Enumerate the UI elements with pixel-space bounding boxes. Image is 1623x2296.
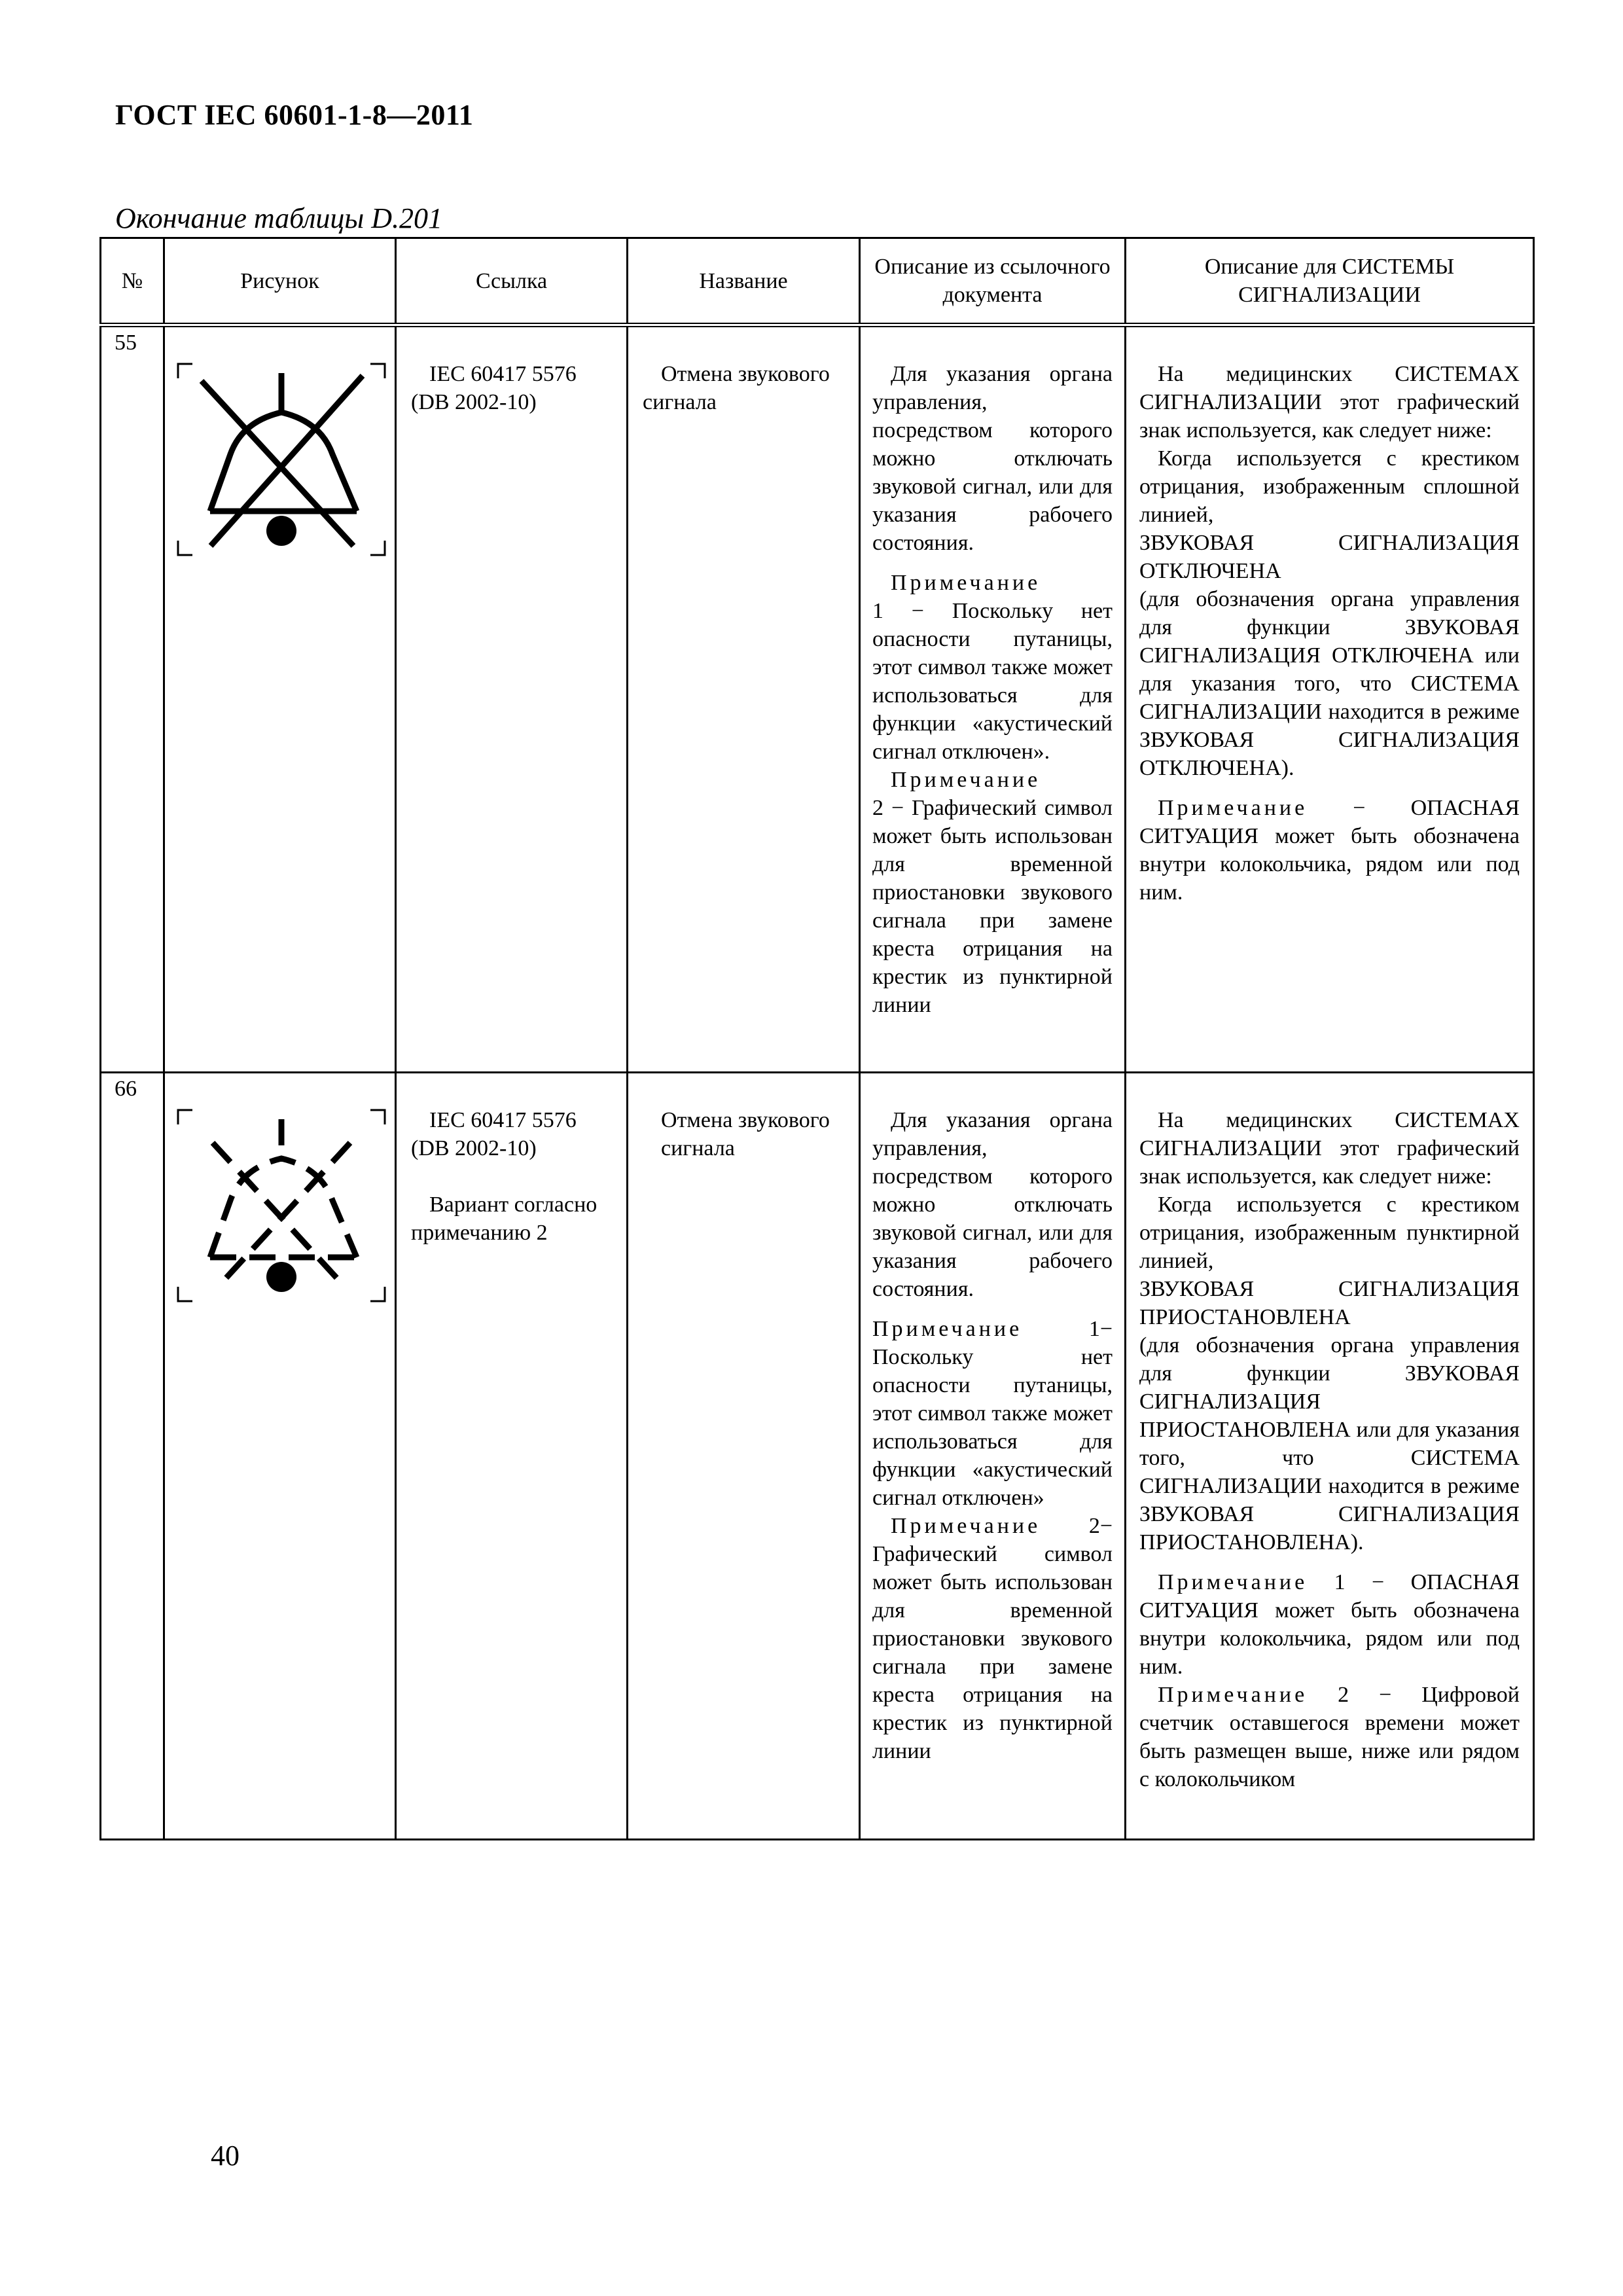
note-label: Примечание xyxy=(872,1317,1023,1341)
system-paragraph: На медицинских СИСТЕМАХ СИГНАЛИЗАЦИИ этот графический знак используется, как следует ниже: xyxy=(1139,362,1520,442)
system-paragraph: (для обозначения органа управления для функции ЗВУКОВАЯ СИГНАЛИЗАЦИЯ ПРИОСТАНОВЛЕНА или для указания того, что СИСТЕМА СИГНАЛИЗАЦИИ находится в режиме ЗВУКОВАЯ СИГНАЛИЗАЦИЯ ПРИОСТАНОВЛЕНА). xyxy=(1139,1333,1520,1554)
table-caption: Окончание таблицы D.201 xyxy=(115,202,442,234)
system-note xyxy=(1139,1568,1520,1681)
figure-cell xyxy=(164,1073,396,1840)
note-text: 1− Поскольку нет опасности путаницы, этот символ также может использоваться для функции «акустический сигнал отключен» xyxy=(872,1317,1113,1510)
system-paragraph: (для обозначения органа управления для функции ЗВУКОВАЯ СИГНАЛИЗАЦИЯ ОТКЛЮЧЕНА или для указания того, что СИСТЕМА СИГНАЛИЗАЦИИ находится в режиме ЗВУКОВАЯ СИГНАЛИЗАЦИЯ ОТКЛЮЧЕНА). xyxy=(1139,587,1520,780)
symbols-table xyxy=(99,237,1535,1840)
description-text: Для указания органа управления, посредством которого можно отключать звуковой сигнал, или для указания рабочего состояния. xyxy=(872,1108,1113,1301)
note-label: Примечание xyxy=(1158,1683,1308,1707)
column-header-name: Название xyxy=(628,238,860,325)
column-header-number: № xyxy=(101,238,164,325)
reference-variant-note: Вариант согласно примечанию 2 xyxy=(411,1193,597,1245)
table-row xyxy=(101,325,1534,1073)
note-label: Примечание xyxy=(1158,796,1308,820)
system-paragraph: ЗВУКОВАЯ СИГНАЛИЗАЦИЯ ОТКЛЮЧЕНА xyxy=(1139,531,1520,583)
table-row xyxy=(101,1073,1534,1840)
bell-solid-cross-icon xyxy=(177,351,386,560)
row-number: 55 xyxy=(115,331,137,355)
table-header-row xyxy=(101,238,1534,325)
note-label: Примечание xyxy=(891,571,1041,595)
reference-text: IEC 60417 5576 (DB 2002-10) xyxy=(411,1108,577,1160)
row-number-cell xyxy=(101,325,164,1073)
page-number: 40 xyxy=(211,2140,240,2172)
source-description-cell xyxy=(860,1073,1126,1840)
source-note xyxy=(872,1512,1113,1765)
system-description-cell xyxy=(1126,1073,1534,1840)
column-header-system-description: Описание для СИСТЕМЫ СИГНАЛИЗАЦИИ xyxy=(1126,238,1534,325)
note-text: − ОПАСНАЯ СИТУАЦИЯ может быть обозначена внутри колокольчика, рядом или под ним. xyxy=(1139,796,1520,905)
system-note xyxy=(1139,1681,1520,1793)
note-label: Примечание xyxy=(1158,1570,1308,1594)
document-header: ГОСТ IEC 60601-1-8—2011 xyxy=(115,99,474,131)
system-paragraph: Когда используется с крестиком отрицания, изображенным пунктирной линией, xyxy=(1139,1193,1520,1273)
note-text: 1 − ОПАСНАЯ СИТУАЦИЯ может быть обозначена внутри колокольчика, рядом или под ним. xyxy=(1139,1570,1520,1679)
source-note xyxy=(872,1315,1113,1512)
system-note xyxy=(1139,794,1520,906)
row-number-cell xyxy=(101,1073,164,1840)
source-description-cell xyxy=(860,325,1126,1073)
note-text: 2− Графический символ может быть использован для временной приостановки звукового сигнала при замене креста отрицания на крестик из пунктирной линии xyxy=(872,1514,1113,1763)
system-paragraph: На медицинских СИСТЕМАХ СИГНАЛИЗАЦИИ этот графический знак используется, как следует ниже: xyxy=(1139,1108,1520,1189)
reference-cell xyxy=(396,1073,628,1840)
symbol-name: Отмена звукового сигнала xyxy=(661,1108,830,1160)
column-header-figure: Рисунок xyxy=(164,238,396,325)
column-header-source-description: Описание из ссылочного документа xyxy=(860,238,1126,325)
reference-text: IEC 60417 5576 (DB 2002-10) xyxy=(411,362,577,414)
column-header-reference: Ссылка xyxy=(396,238,628,325)
row-number: 66 xyxy=(115,1077,137,1101)
note-text: 2 − Графический символ может быть использован для временной приостановки звукового сигнала при замене креста отрицания на крестик из пунктирной линии xyxy=(872,796,1113,1017)
system-description-cell xyxy=(1126,325,1534,1073)
note-label: Примечание xyxy=(891,768,1041,792)
symbol-name: Отмена звукового сигнала xyxy=(643,362,830,414)
note-text: 2 − Цифровой счетчик оставшегося времени может быть размещен выше, ниже или рядом с колокольчиком xyxy=(1139,1683,1520,1791)
name-cell xyxy=(628,1073,860,1840)
name-cell xyxy=(628,325,860,1073)
system-paragraph: Когда используется с крестиком отрицания, изображенным сплошной линией, xyxy=(1139,446,1520,527)
figure-cell xyxy=(164,325,396,1073)
note-label: Примечание xyxy=(891,1514,1041,1538)
system-paragraph: ЗВУКОВАЯ СИГНАЛИЗАЦИЯ ПРИОСТАНОВЛЕНА xyxy=(1139,1277,1520,1329)
bell-dashed-cross-icon xyxy=(177,1097,386,1306)
description-text: Для указания органа управления, посредством которого можно отключать звуковой сигнал, или для указания рабочего состояния. xyxy=(872,362,1113,555)
reference-cell xyxy=(396,325,628,1073)
note-text: 1 − Поскольку нет опасности путаницы, этот символ также может использоваться для функции «акустический сигнал отключен». xyxy=(872,599,1113,764)
